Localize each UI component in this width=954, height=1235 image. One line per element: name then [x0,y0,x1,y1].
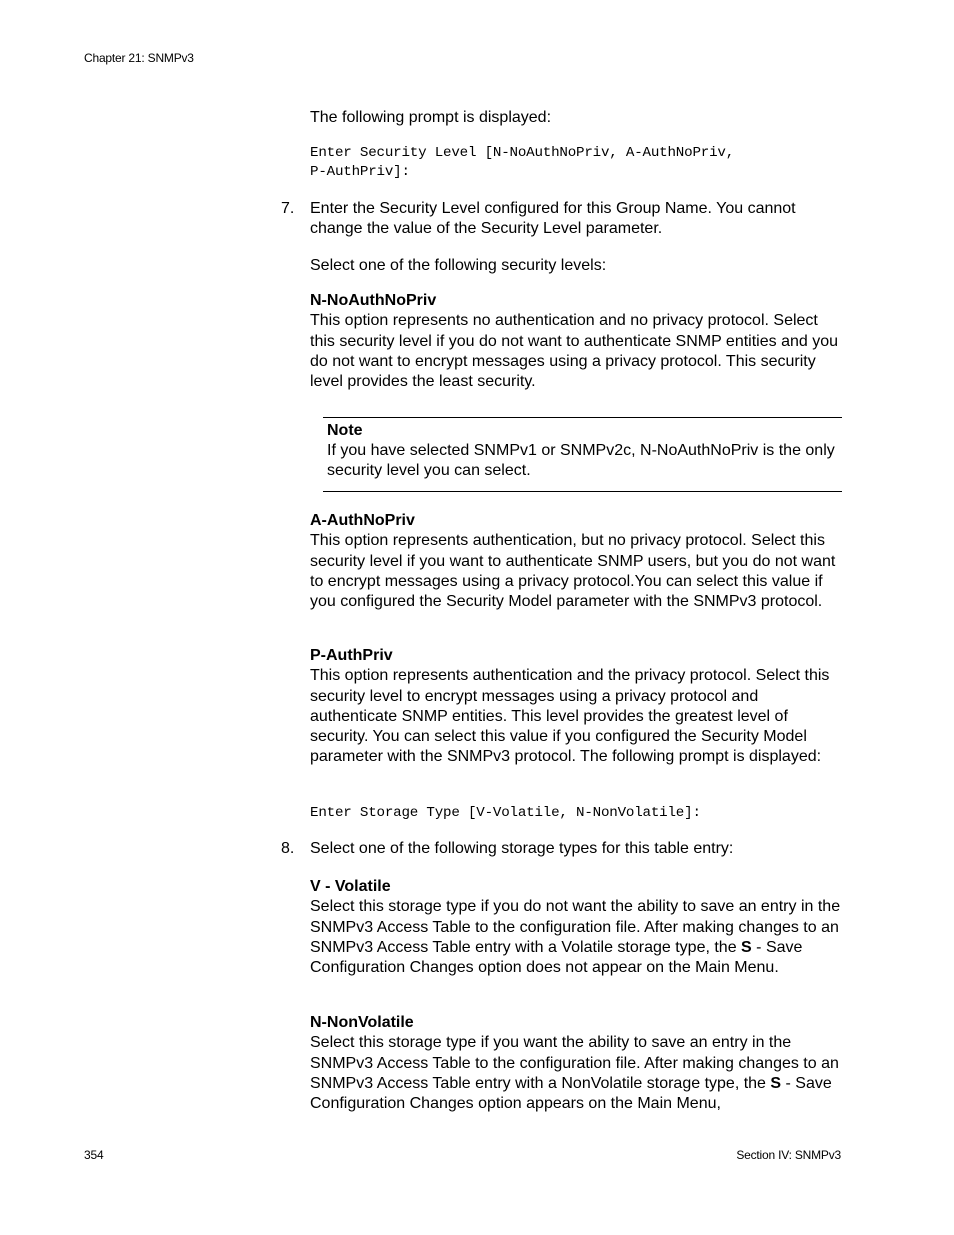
storage-prompt-code: Enter Storage Type [V-Volatile, N-NonVolatile]: [310,805,701,821]
nonvolatile-text-after: - Save Configuration Changes option appears on the Main Menu, [310,1074,832,1113]
section-footer: Section IV: SNMPv3 [736,1148,841,1162]
chapter-header: Chapter 21: SNMPv3 [84,51,194,65]
noauthnopriv-section [310,291,845,392]
nonvolatile-bold-s: S [770,1074,782,1092]
security-prompt-line-2: P-AuthPriv]: [310,164,410,180]
prompt-intro: The following prompt is displayed: [310,109,552,126]
volatile-bold-s: S [741,938,752,956]
authpriv-heading: P-AuthPriv [310,647,393,664]
volatile-text-before: Select this storage type if you do not want the ability to save an entry in the SNMPv3 Access Table to the configuration file. After making changes to an SNMPv3 Access Table entry with a Volatile storage type, the [310,898,841,956]
authnopriv-section [310,511,845,612]
step-8-text: Select one of the following storage types for this table entry: [310,840,734,857]
volatile-text-after: - Save Configuration Changes option does not appear on the Main Menu. [310,938,803,977]
authpriv-text: This option represents authentication and the privacy protocol. Select this security level to encrypt messages using a privacy protocol and authenticate SNMP entities. This level provides the greatest level of security. You can select this value if you configured the Security Model parameter with the SNMPv3 protocol. The following prompt is displayed: [310,667,830,766]
step-8-number: 8. [281,840,295,857]
security-prompt-code [310,144,845,182]
noauthnopriv-text: This option represents no authentication and no privacy protocol. Select this security level if you do not want to authenticate SNMP entities and you do not want to encrypt messages using a privacy protocol. This security level provides the least security. [310,312,838,391]
note-title: Note [327,422,363,439]
volatile-heading: V - Volatile [310,878,391,895]
volatile-section [310,877,845,978]
nonvolatile-heading: N-NonVolatile [310,1014,414,1031]
authnopriv-heading: A-AuthNoPriv [310,512,415,529]
authnopriv-text: This option represents authentication, but no privacy protocol. Select this security level if you want to authenticate SNMP users, but you do not want to encrypt messages using a privacy protocol.You can select this value if you configured the Security Model parameter with the SNMPv3 protocol. [310,532,836,611]
step-7-text: Enter the Security Level configured for this Group Name. You cannot change the value of the Security Level parameter. [310,200,796,238]
nonvolatile-section [310,1013,845,1114]
step-7-number: 7. [281,200,295,217]
noauthnopriv-heading: N-NoAuthNoPriv [310,292,437,309]
page-number: 354 [84,1148,104,1162]
select-security-text: Select one of the following security levels: [310,257,607,274]
note-box [323,417,842,492]
security-prompt-line-1: Enter Security Level [N-NoAuthNoPriv, A-AuthNoPriv, [310,145,735,161]
authpriv-section [310,646,845,768]
note-text: If you have selected SNMPv1 or SNMPv2c, N-NoAuthNoPriv is the only security level you can select. [327,442,835,480]
nonvolatile-text-before: Select this storage type if you want the ability to save an entry in the SNMPv3 Access Table to the configuration file. After making changes to an SNMPv3 Access Table entry with a NonVolatile storage type, the [310,1034,839,1092]
